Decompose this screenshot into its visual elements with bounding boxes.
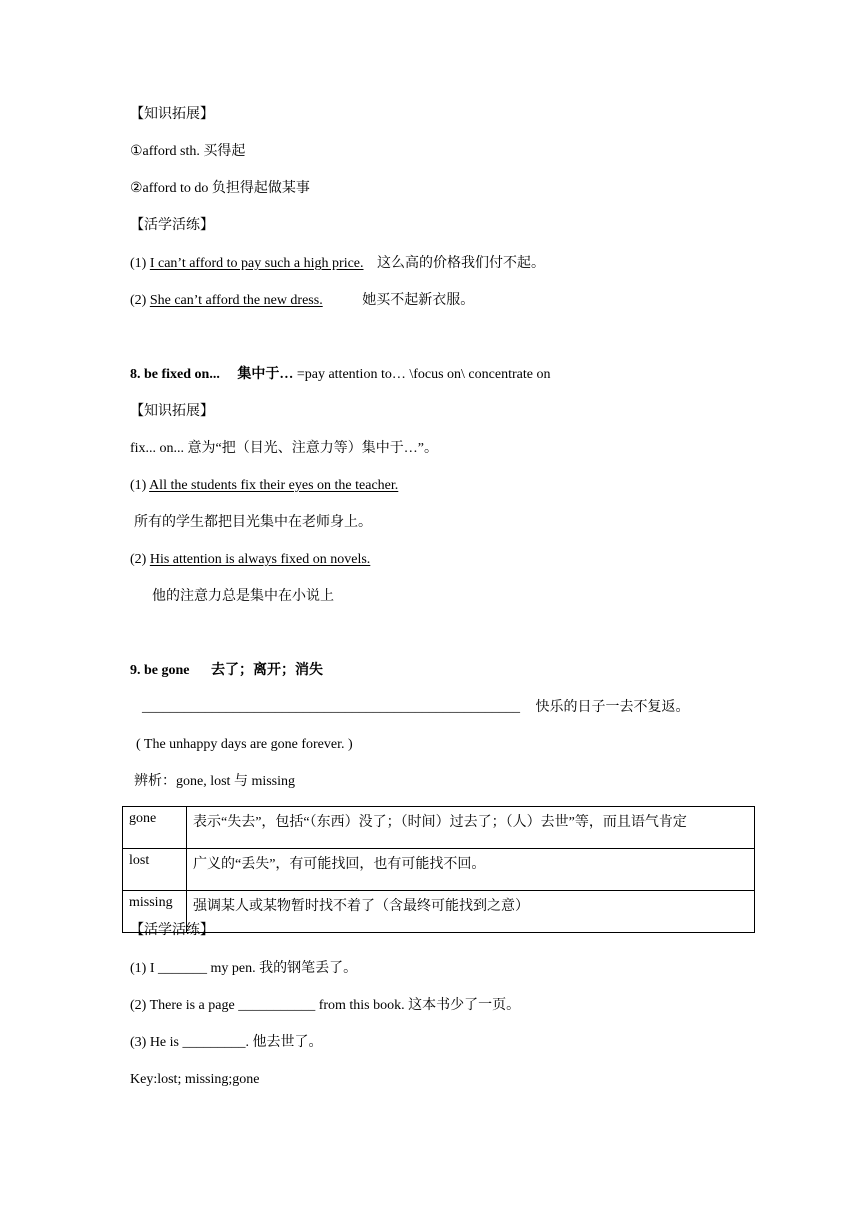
fix-example-2 [130,551,370,569]
table-row [123,891,755,933]
example-number: (1) [130,256,147,271]
table-description: 强调某人或某物暂时找不着了（含最终可能找到之意） [187,891,755,933]
afford-usage-1: ①afford sth. 买得起 [130,144,246,159]
table-row [123,807,755,849]
exercise-question-1: (1) I _______ my pen. 我的钢笔丢了。 [130,961,358,976]
table-row [123,849,755,891]
practice-heading: 【活学活练】 [130,218,214,233]
exercise-question-3: (3) He is _________. 他去世了。 [130,1035,323,1050]
fix-example-2-chinese: 他的注意力总是集中在小说上 [152,589,334,604]
exercise-question-2: (2) There is a page ___________ from this book. 这本书少了一页。 [130,998,521,1013]
item-8-title [130,366,550,384]
example-chinese: 这么高的价格我们付不起。 [377,256,546,271]
table-term: missing [123,891,187,933]
fix-example-1 [130,477,398,495]
example-number: (2) [130,552,147,567]
fix-on-note: fix... on... 意为“把（目光、注意力等）集中于…”。 [130,441,438,456]
example-english: His attention is always fixed on novels. [149,552,371,567]
answer-blank: ______________________________________________________ [142,700,520,715]
knowledge-extension-heading: 【知识拓展】 [130,107,214,122]
table-term: lost [123,849,187,891]
afford-usage-2: ②afford to do 负担得起做某事 [130,181,310,196]
translation-blank-row [142,699,690,717]
example-number: (1) [130,478,147,493]
analysis-heading: 辨析：gone, lost 与 missing [134,774,296,789]
table-description: 广义的“丢失”，有可能找回，也有可能找不回。 [187,849,755,891]
item-synonyms: =pay attention to… \focus on\ concentrate on [296,367,551,382]
item-meaning: 集中于… [237,367,294,382]
table-description: 表示“失去”，包括“（东西）没了；（时间）过去了；（人）去世”等，而且语气肯定 [187,807,755,849]
practice-heading: 【活学活练】 [130,923,214,938]
answer-key: Key:lost; missing;gone [130,1072,260,1087]
example-number: (2) [130,293,147,308]
item-title: 9. be gone [130,663,190,678]
example-chinese: 她买不起新衣服。 [362,293,475,308]
answer-hint: ( The unhappy days are gone forever. ) [136,737,353,752]
fix-example-1-chinese: 所有的学生都把目光集中在老师身上。 [134,515,372,530]
item-title: 8. be fixed on... [130,367,220,382]
item-9-title [130,662,323,680]
afford-example-1 [130,255,545,273]
afford-example-2 [130,292,474,310]
word-comparison-table [122,806,755,933]
example-english: All the students fix their eyes on the teacher. [149,478,399,493]
example-english: I can’t afford to pay such a high price. [149,256,364,271]
blank-chinese: 快乐的日子一去不复返。 [535,700,690,715]
knowledge-extension-heading: 【知识拓展】 [130,404,214,419]
example-english: She can’t afford the new dress. [149,293,323,308]
item-meaning: 去了；离开；消失 [211,663,323,678]
table-term: gone [123,807,187,849]
